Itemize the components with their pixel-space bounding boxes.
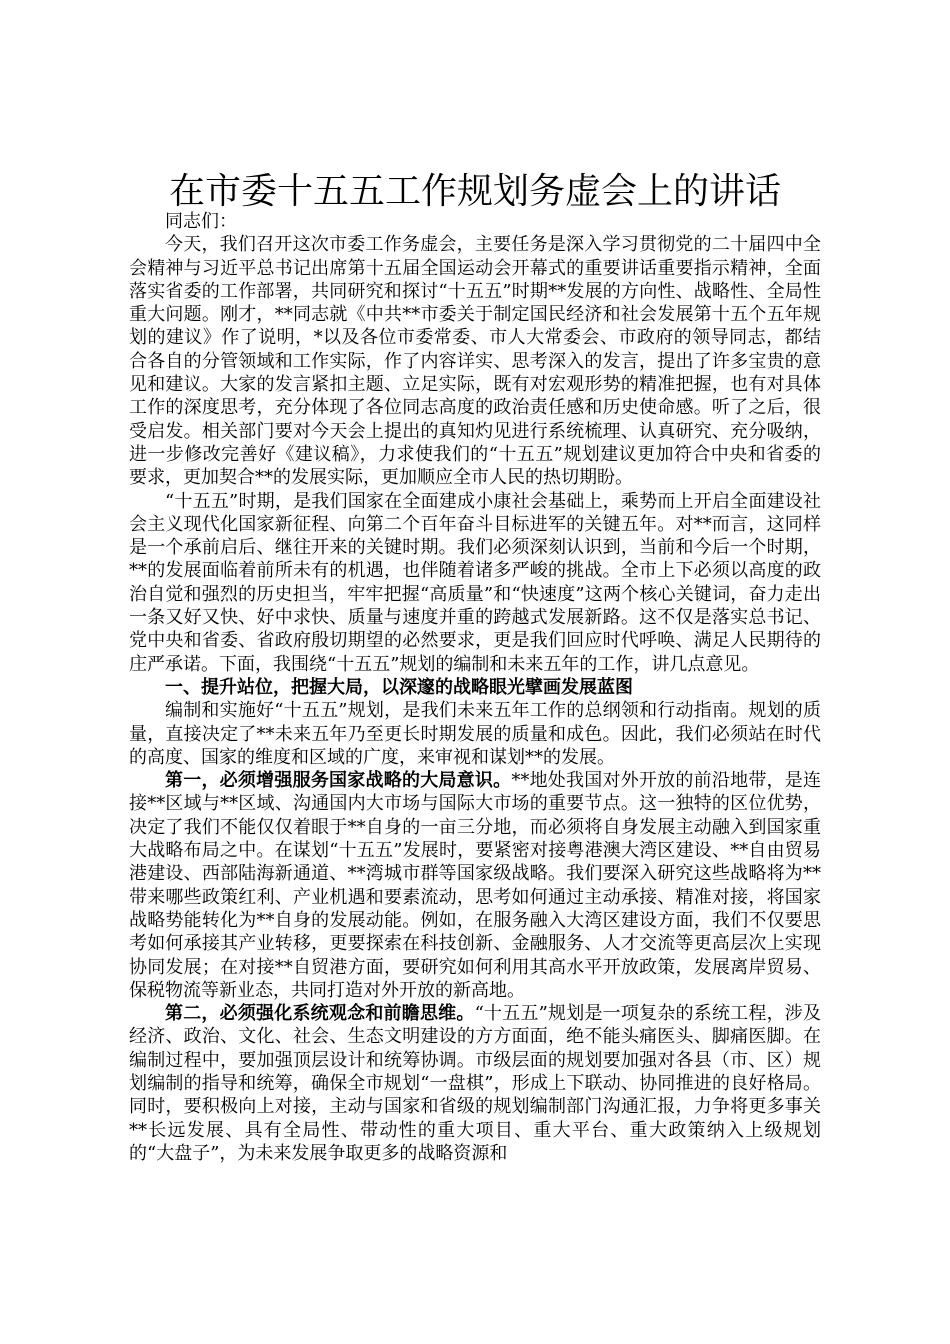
point-paragraph-2 <box>129 1002 821 1165</box>
point-lead-1: 第一，必须增强服务国家战略的大局意识。 <box>165 770 512 792</box>
section-heading-1: 一、提升站位，把握大局，以深邃的战略眼光擘画发展蓝图 <box>165 676 633 698</box>
document-body <box>129 210 821 1165</box>
document-title: 在市委十五五工作规划务虚会上的讲话 <box>168 171 781 212</box>
salutation: 同志们： <box>165 211 237 232</box>
point-lead-2: 第二，必须强化系统观念和前瞻思维。 <box>165 1003 475 1025</box>
point-text-1: **地处我国对外开放的前沿地带，是连接**区域与**区域、沟通国内大市场与国际大市场的重要节点。这一独特的区位优势，决定了我们不能仅仅着眼于**自身的一亩三分地，而必须将自身发展主动融入到国家重大战略布局之中。在谋划“十五五”发展时，要紧密对接粤港澳大湾区建设、**自由贸易港建设、西部陆海新通道、**湾城市群等国家级战略。我们要深入研究这些战略将为**带来哪些政策红利、产业机遇和要素流动，思考如何通过主动承接、精准对接，将国家战略势能转化为**自身的发展动能。例如，在服务融入大湾区建设方面，我们不仅要思考如何承接其产业转移，更要探索在科技创新、金融服务、人才交流等更高层次上实现协同发展；在对接**自贸港方面，要研究如何利用其高水平开放政策，发展离岸贸易、保税物流等新业态，共同打造对外开放的新高地。 <box>129 770 821 1001</box>
point-paragraph-1 <box>129 769 821 1002</box>
section-intro: 编制和实施好“十五五”规划，是我们未来五年工作的总纲领和行动指南。规划的质量，直接决定了**未来五年乃至更长时期发展的质量和成色。因此，我们必须站在时代的高度、国家的维度和区域的广度，来审视和谋划**的发展。 <box>129 700 821 768</box>
point-text-2: “十五五”规划是一项复杂的系统工程，涉及经济、政治、文化、社会、生态文明建设的方方面面，绝不能头痛医头、脚痛医脚。在编制过程中，要加强顶层设计和统筹协调。市级层面的规划要加强对各县（市、区）规划编制的指导和统筹，确保全市规划“一盘棋”，形成上下联动、协同推进的良好格局。同时，要积极向上对接，主动与国家和省级的规划编制部门沟通汇报，力争将更多事关**长远发展、具有全局性、带动性的重大项目、重大平台、重大政策纳入上级规划的“大盘子”，为未来发展争取更多的战略资源和 <box>129 1003 822 1164</box>
paragraph-opening: 今天，我们召开这次市委工作务虚会，主要任务是深入学习贯彻党的二十届四中全会精神与习近平总书记出席第十五届全国运动会开幕式的重要讲话重要指示精神，全面落实省委的工作部署，共同研究和探讨“十五五”时期**发展的方向性、战略性、全局性重大问题。刚才，**同志就《中共**市委关于制定国民经济和社会发展第十五个五年规划的建议》作了说明，*以及各位市委常委、市人大常委会、市政府的领导同志，都结合各自的分管领域和工作实际，作了内容详实、思考深入的发言，提出了许多宝贵的意见和建议。大家的发言紧扣主题、立足实际，既有对宏观形势的精准把握，也有对具体工作的深度思考，充分体现了各位同志高度的政治责任感和历史使命感。听了之后，很受启发。相关部门要对今天会上提出的真知灼见进行系统梳理、认真研究、充分吸纳，进一步修改完善好《建议稿》，力求使我们的“十五五”规划建议更加符合中央和省委的要求，更加契合**的发展实际，更加顺应全市人民的热切期盼。 <box>129 234 821 489</box>
paragraph-context: “十五五”时期，是我们国家在全面建成小康社会基础上，乘势而上开启全面建设社会主义现代化国家新征程、向第二个百年奋斗目标进军的关键五年。对**而言，这同样是一个承前启后、继往开来的关键时期。我们必须深刻认识到，当前和今后一个时期，**的发展面临着前所未有的机遇，也伴随着诸多严峻的挑战。全市上下必须以高度的政治自觉和强烈的历史担当，牢牢把握“高质量”和“快速度”这两个核心关键词，奋力走出一条又好又快、好中求快、质量与速度并重的跨越式发展新路。这不仅是落实总书记、党中央和省委、省政府殷切期望的必然要求，更是我们回应时代呼唤、满足人民期待的庄严承诺。下面，我围绕“十五五”规划的编制和未来五年的工作，讲几点意见。 <box>129 490 821 675</box>
